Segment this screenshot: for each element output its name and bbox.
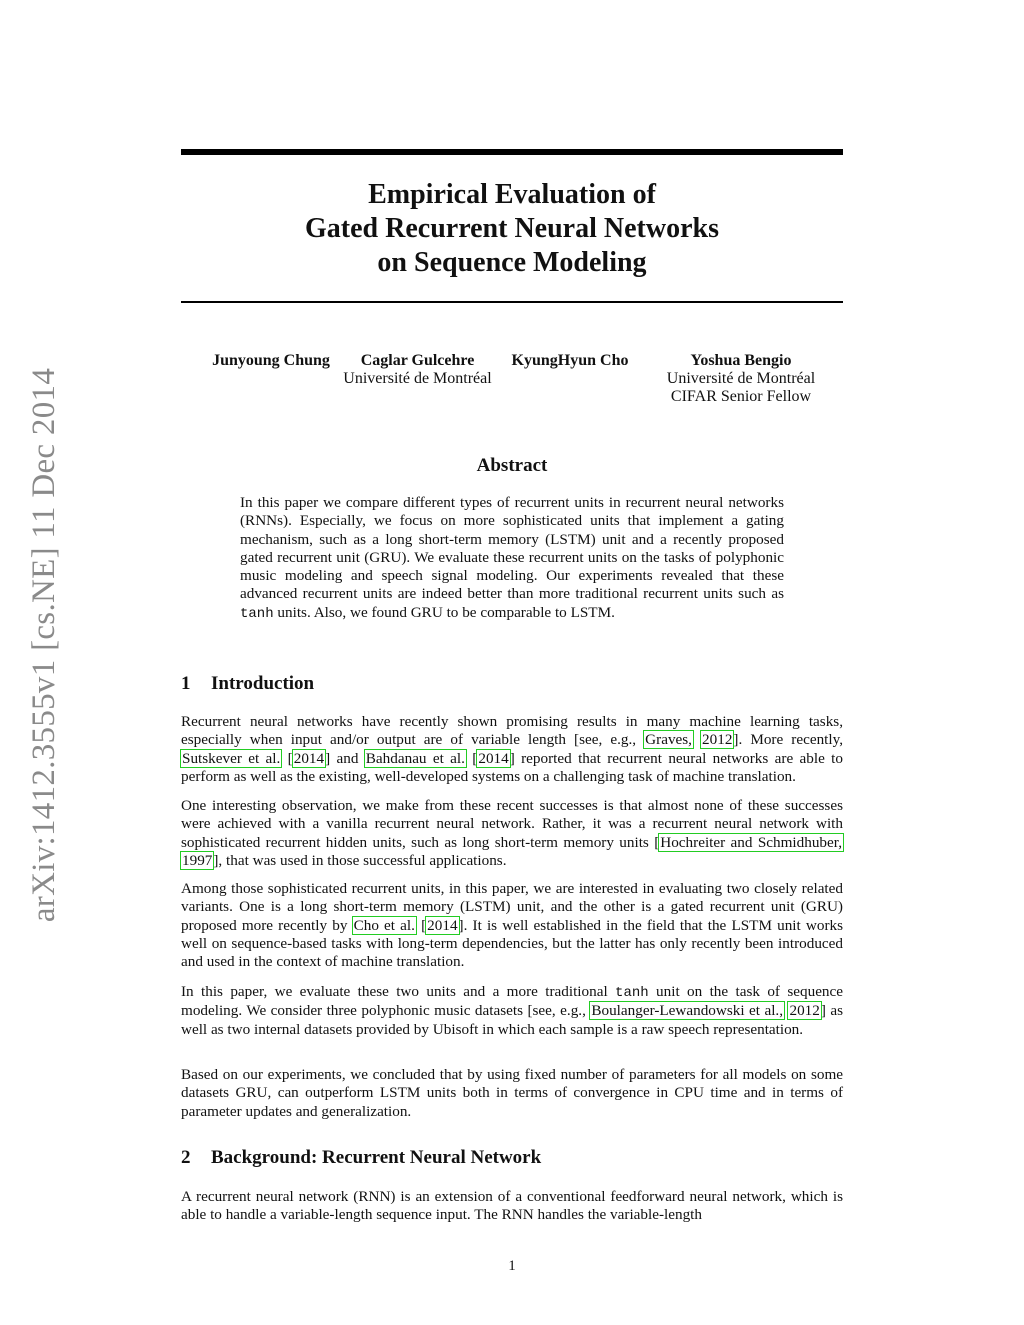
title-top-rule (181, 149, 843, 155)
citation-year-link[interactable]: 2012 (702, 731, 733, 749)
background-paragraph-1: A recurrent neural network (RNN) is an extension of a conventional feedforward neural network, which is able to handle a variable-length sequence input. The RNN handles the variable-length (181, 1188, 843, 1224)
citation-link[interactable]: Hochreiter and Schmidhuber, (660, 833, 842, 851)
citation-link[interactable]: Boulanger-Lewandowski et al., (591, 1002, 784, 1020)
code-term: tanh (240, 605, 274, 622)
intro-paragraph-1: Recurrent neural networks have recently shown promising results in many machine learning tasks, especially when input and/or output are of variable length [see, e.g., Graves, 2012]. More recently, Sutskever et al. [2014] and Bahdanau et al. [2014] reported that recurrent neural networks are able to perform as well as the existing, well-developed systems on a challenging task of machine translation. (181, 713, 844, 785)
section-number: 2 (181, 1147, 191, 1168)
author-name: Yoshua Bengio (690, 352, 792, 369)
author-name: KyungHyun Cho (511, 352, 629, 369)
author-block (505, 352, 635, 370)
citation-link[interactable]: Bahdanau et al. (365, 749, 465, 767)
citation-year-link[interactable]: 2014 (293, 749, 325, 767)
citation-year-link[interactable]: 2014 (427, 916, 458, 934)
citation-year-link[interactable]: 2012 (789, 1002, 820, 1020)
section-number: 1 (181, 673, 191, 694)
author-block (208, 352, 334, 370)
author-affiliation-secondary: CIFAR Senior Fellow (670, 388, 812, 405)
author-block (335, 352, 500, 388)
author-affiliation: Université de Montréal (343, 370, 492, 387)
title-line-3: on Sequence Modeling (377, 247, 647, 278)
arxiv-identifier-stamp: arXiv:1412.3555v1 [cs.NE] 11 Dec 2014 (26, 367, 62, 923)
title-line-1: Empirical Evaluation of (368, 179, 656, 210)
intro-paragraph-3: Among those sophisticated recurrent units, in this paper, we are interested in evaluating two closely related variants. One is a long short-term memory (LSTM) unit, and the other is a gated recurrent unit (GRU) proposed more recently by Cho et al. [2014]. It is well established in the field that the LSTM unit works well on sequence-based tasks with long-term dependencies, but the latter has only recently been introduced and used in the context of machine translation. (181, 880, 844, 971)
citation-link[interactable]: Sutskever et al. (182, 749, 281, 767)
paper-title (181, 178, 843, 280)
code-term: tanh (615, 985, 649, 1001)
intro-paragraph-4: In this paper, we evaluate these two units and a more traditional tanh unit on the task of sequence modeling. We consider three polyphonic music datasets [see, e.g., Boulanger-Lewandowski et al., 2012] as well as two internal datasets provided by Ubisoft in which each sample is a raw speech representation. (181, 983, 844, 1038)
title-line-2: Gated Recurrent Neural Networks (305, 213, 719, 244)
title-bottom-rule (181, 301, 843, 303)
abstract-text: In this paper we compare different types of recurrent units in recurrent neural networks (RNNs). Especially, we focus on more sophisticated units that implement a gating mechanism, such as a long short-term memory (LSTM) unit and a recently proposed gated recurrent unit (GRU). We evaluate these recurrent units on the tasks of polyphonic music modeling and speech signal modeling. Our experiments revealed that these advanced recurrent units are indeed better than more traditional recurrent units such as tanh units. Also, we found GRU to be comparable to LSTM. (240, 494, 784, 622)
section-title: Background: Recurrent Neural Network (211, 1147, 542, 1168)
citation-link[interactable]: Cho et al. (353, 916, 415, 934)
section-heading-introduction (181, 673, 314, 695)
section-title: Introduction (211, 673, 315, 694)
citation-year-link[interactable]: 1997 (182, 851, 213, 869)
citation-link[interactable]: Graves, (645, 731, 692, 749)
author-affiliation: Université de Montréal (666, 370, 816, 387)
author-block (656, 352, 826, 406)
intro-paragraph-2: One interesting observation, we make from these recent successes is that almost none of these successes were achieved with a vanilla recurrent neural network. Rather, it was a recurrent neural network with sophisticated recurrent hidden units, such as long short-term memory units [Hochreiter and Schmidhuber, 1997], that was used in those successful applications. (181, 797, 843, 869)
intro-paragraph-5: Based on our experiments, we concluded that by using fixed number of parameters for all models on some datasets GRU, can outperform LSTM units both in terms of convergence in CPU time and in terms of parameter updates and generalization. (181, 1066, 843, 1120)
author-name: Junyoung Chung (212, 352, 330, 369)
author-name: Caglar Gulcehre (360, 352, 475, 369)
page-number: 1 (508, 1258, 516, 1274)
citation-year-link[interactable]: 2014 (478, 749, 509, 767)
section-heading-background (181, 1147, 541, 1169)
abstract-heading: Abstract (476, 455, 548, 476)
